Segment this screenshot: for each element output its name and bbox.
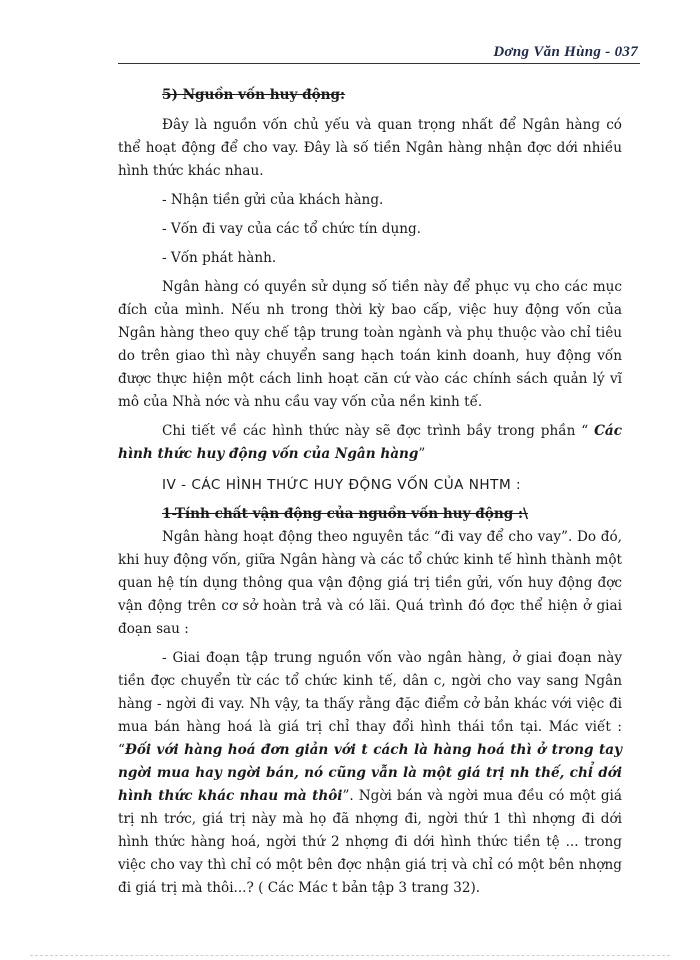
list-item: - Nhận tiền gửi của khách hàng. — [162, 192, 384, 208]
reference-text: Chi tiết về các hình thức này sẽ đợc trình bầy trong phần “ — [162, 423, 595, 439]
paragraph-reference — [118, 420, 622, 466]
reference-close: ” — [418, 446, 426, 462]
list-item: - Vốn phát hành. — [162, 250, 277, 266]
page-bottom-border — [30, 955, 670, 956]
paragraph: Ngân hàng hoạt động theo nguyên tắc “đi vay để cho vay”. Do đó, khi huy động vốn, giữa Ngân hàng và các tổ chức kinh tế hình thành một quan hệ tín dụng thông qua vận động giá trị tiền gửi, vốn huy động đợc vận động trên cơ sở hoàn trả và có lãi. Quá trình đó đợc thể hiện ở giai đoạn sau : — [118, 529, 622, 637]
header-divider — [118, 63, 640, 64]
list-item: - Vốn đi vay của các tổ chức tín dụng. — [162, 221, 422, 237]
paragraph-quote — [118, 647, 622, 900]
section-heading-5: 5) Nguồn vốn huy động: — [162, 87, 346, 103]
paragraph: Đây là nguồn vốn chủ yếu và quan trọng nhất để Ngân hàng có thể hoạt động để cho vay. Đây là số tiền Ngân hàng nhận đợc dới nhiều hình thức khác nhau. — [118, 117, 622, 179]
quote-tail: ”. Ngời bán và ngời mua đều có một giá trị nh trớc, giá trị này mà họ đã nhợng đi, ngời thứ 1 thì nhợng đi dới hình thức hàng hoá, ngời thứ 2 nhợng đi dới hình thức tiền tệ ... trong việc cho vay thì chỉ có một bên đợc nhận giá trị và chỉ có một bên nhợng đi giá trị mà thôi...? ( Các Mác t bản tập 3 trang 32). — [118, 788, 623, 896]
paragraph: Ngân hàng có quyền sử dụng số tiền này để phục vụ cho các mục đích của mình. Nếu nh trong thời kỳ bao cấp, việc huy động vốn của Ngân hàng theo quy chế tập trung toàn ngành và phụ thuộc vào chỉ tiêu do trên giao thì này chuyển sang hạch toán kinh doanh, huy động vốn được thực hiện một cách linh hoạt căn cứ vào các chính sách quản lý vĩ mô của Nhà nớc và nhu cầu vay vốn của nền kinh tế. — [118, 279, 622, 410]
quote-lead: - Giai đoạn tập trung nguồn vốn vào ngân hàng, ở giai đoạn này tiền đợc chuyển từ các tổ chức kinh tế, dân c, ngời cho vay sang Ngân hàng - ngời đi vay. Nh vậy, ta thấy rằng đặc điểm cở bản khác với việc đi mua bán hàng hoá là giá trị chỉ thay đổi hình thái tồn tại. Mác viết : “ — [118, 650, 622, 758]
quote-emphasis: Đối với hàng hoá đơn giản với t cách là hàng hoá thì ở trong tay ngời mua hay ngời bán, nó cũng vẫn là một giá trị nh thế, chỉ dới hình thức khác nhau mà thôi — [118, 742, 622, 804]
header-author: Dơng Văn Hùng - 037 — [493, 44, 638, 60]
subsection-heading-1: 1-Tính chất vận động của nguồn vốn huy động :\ — [162, 506, 528, 522]
document-body — [118, 84, 622, 900]
section-heading-iv: IV - CÁC HÌNH THỨC HUY ĐỘNG VỐN CỦA NHTM : — [162, 477, 522, 493]
reference-emphasis: Các hình thức huy động vốn của Ngân hàng — [118, 423, 622, 462]
